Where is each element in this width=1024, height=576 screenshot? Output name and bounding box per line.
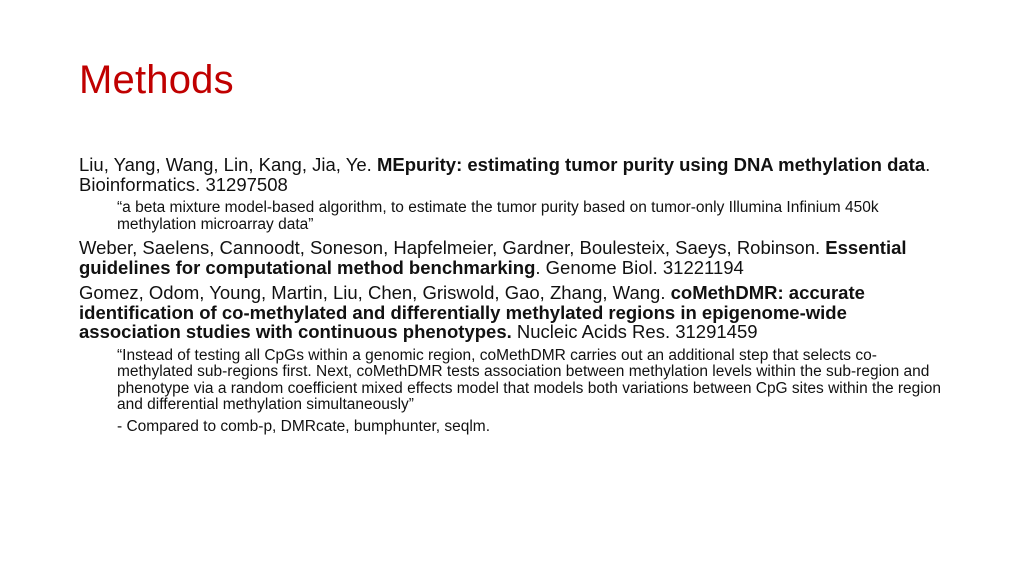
references-list [79, 155, 949, 440]
reference-journal: . Bioinformatics. 31297508 [79, 154, 931, 195]
reference-authors: Gomez, Odom, Young, Martin, Liu, Chen, Griswold, Gao, Zhang, Wang. [79, 282, 666, 303]
slide-title: Methods [79, 58, 234, 102]
reference-title: coMethDMR: accurate identification of co-methylated and differentially methylated regions in epigenome-wide association studies with continuous phenotypes. [79, 282, 865, 342]
reference-comethdmr [79, 283, 949, 342]
reference-mepurity [79, 155, 949, 194]
reference-title: MEpurity: estimating tumor purity using DNA methylation data [376, 154, 926, 175]
reference-journal: . Genome Biol. 31221194 [535, 256, 744, 278]
reference-authors: Liu, Yang, Wang, Lin, Kang, Jia, Ye. [79, 154, 372, 175]
quote-comethdmr: “Instead of testing all CpGs within a genomic region, coMethDMR carries out an additional step that selects co-methylated sub-regions first. Next, coMethDMR tests association between methylation levels within the sub-region and phenotype via a random coefficient mixed effects model that models both variations between CpG sites within the region and differential methylation simultaneously” [117, 346, 941, 413]
quote-mepurity: “a beta mixture model-based algorithm, to estimate the tumor purity based on tumor-only Illumina Infinium 450k methylation microarray data” [117, 199, 879, 233]
comparison-note: - Compared to comb-p, DMRcate, bumphunter, seqlm. [117, 417, 491, 435]
reference-authors: Weber, Saelens, Cannoodt, Soneson, Hapfelmeier, Gardner, Boulesteix, Saeys, Robinson. [79, 237, 821, 258]
reference-benchmarking [79, 238, 949, 277]
reference-title: Essential guidelines for computational method benchmarking [79, 237, 907, 278]
reference-journal: Nucleic Acids Res. 31291459 [516, 321, 758, 342]
